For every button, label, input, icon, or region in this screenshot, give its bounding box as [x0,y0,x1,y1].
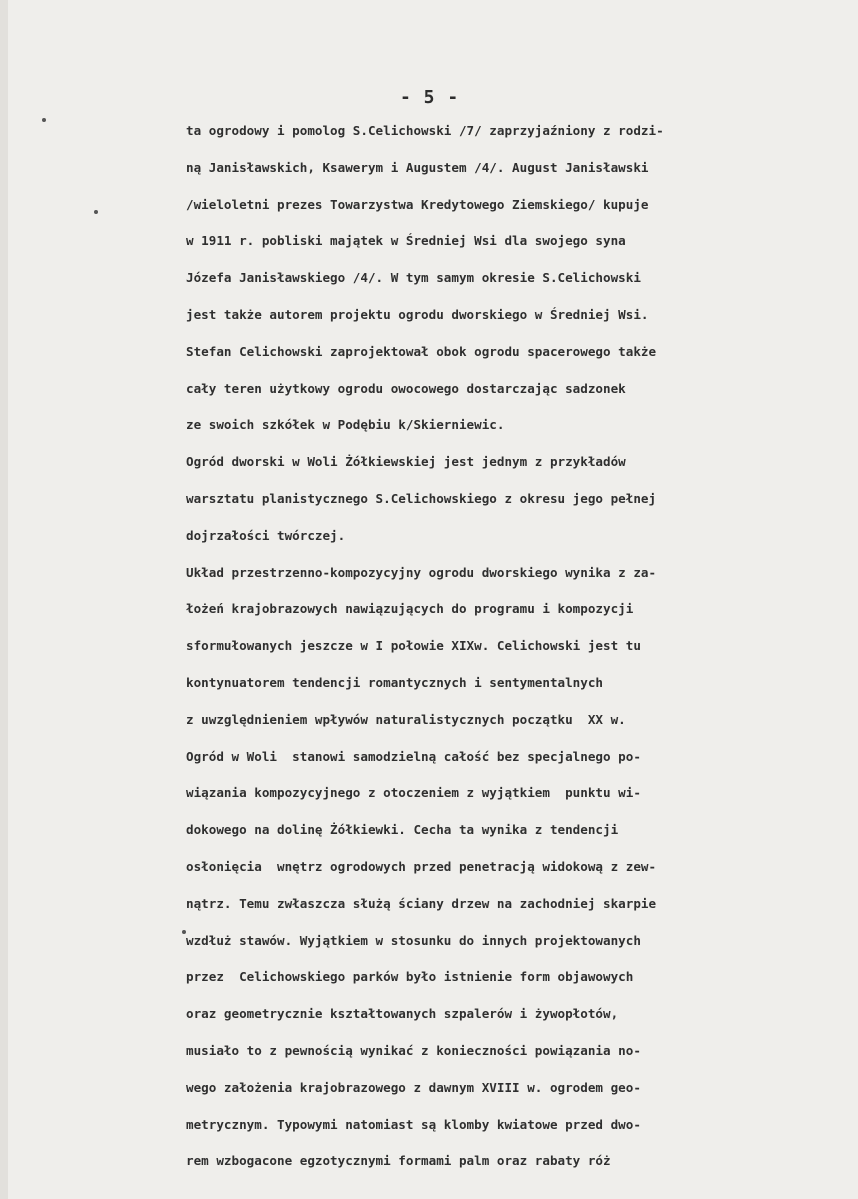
text-line: nątrz. Temu zwłaszcza służą ściany drzew na zachodniej skarpie [186,895,657,911]
text-line: /wieloletni prezes Towarzystwa Kredytowego Ziemskiego/ kupuje [186,196,649,212]
text-line: Stefan Celichowski zaprojektował obok ogrodu spacerowego także [186,343,657,359]
text-line: wiązania kompozycyjnego z otoczeniem z wyjątkiem punktu wi- [186,785,641,801]
page-number: - 5 - [400,87,460,108]
scan-speck [94,210,98,214]
text-line: ze swoich szkółek w Podębiu k/Skierniewic. [186,417,505,433]
text-line: dokowego na dolinę Żółkiewki. Cecha ta wynika z tendencji [186,822,619,838]
text-line: sformułowanych jeszcze w I połowie XIXw. Celichowski jest tu [186,638,641,654]
text-line: Ogród w Woli stanowi samodzielną całość bez specjalnego po- [186,748,641,764]
text-line: jest także autorem projektu ogrodu dworskiego w Średniej Wsi. [186,306,649,322]
text-line: cały teren użytkowy ogrodu owocowego dostarczając sadzonek [186,380,626,396]
text-line: Układ przestrzenno-kompozycyjny ogrodu dworskiego wynika z za- [186,564,657,580]
text-line: oraz geometrycznie kształtowanych szpalerów i żywopłotów, [186,1006,619,1022]
text-line: ta ogrodowy i pomolog S.Celichowski /7/ zaprzyjaźniony z rodzi- [186,123,664,138]
text-line: wzdłuż stawów. Wyjątkiem w stosunku do innych projektowanych [186,932,641,948]
text-line: musiało to z pewnością wynikać z konieczności powiązania no- [186,1042,641,1058]
text-line: przez Celichowskiego parków było istnienie form objawowych [186,969,634,985]
body-text [186,121,842,1188]
text-line: osłonięcia wnętrz ogrodowych przed penetracją widokową z zew- [186,858,657,874]
text-line: kontynuatorem tendencji romantycznych i sentymentalnych [186,674,604,690]
text-line: z uwzględnieniem wpływów naturalistycznych początku XX w. [186,711,626,727]
text-line: ną Janisławskich, Ksawerym i Augustem /4/. August Janisławski [186,159,649,175]
text-line: Ogród dworski w Woli Żółkiewskiej jest jednym z przykładów [186,454,626,470]
text-line: rem wzbogacone egzotycznymi formami palm oraz rabaty róż [186,1153,611,1169]
text-line: metrycznym. Typowymi natomiast są klomby kwiatowe przed dwo- [186,1116,641,1132]
text-line: wego założenia krajobrazowego z dawnym XVIII w. ogrodem geo- [186,1079,641,1095]
paper-edge [0,0,8,1199]
text-line: łożeń krajobrazowych nawiązujących do programu i kompozycji [186,601,634,617]
text-line: dojrzałości twórczej. [186,527,346,543]
text-line: Józefa Janisławskiego /4/. W tym samym okresie S.Celichowski [186,270,641,286]
scan-speck [42,118,46,122]
text-line: w 1911 r. pobliski majątek w Średniej Wsi dla swojego syna [186,233,626,249]
text-line: warsztatu planistycznego S.Celichowskiego z okresu jego pełnej [186,490,657,506]
